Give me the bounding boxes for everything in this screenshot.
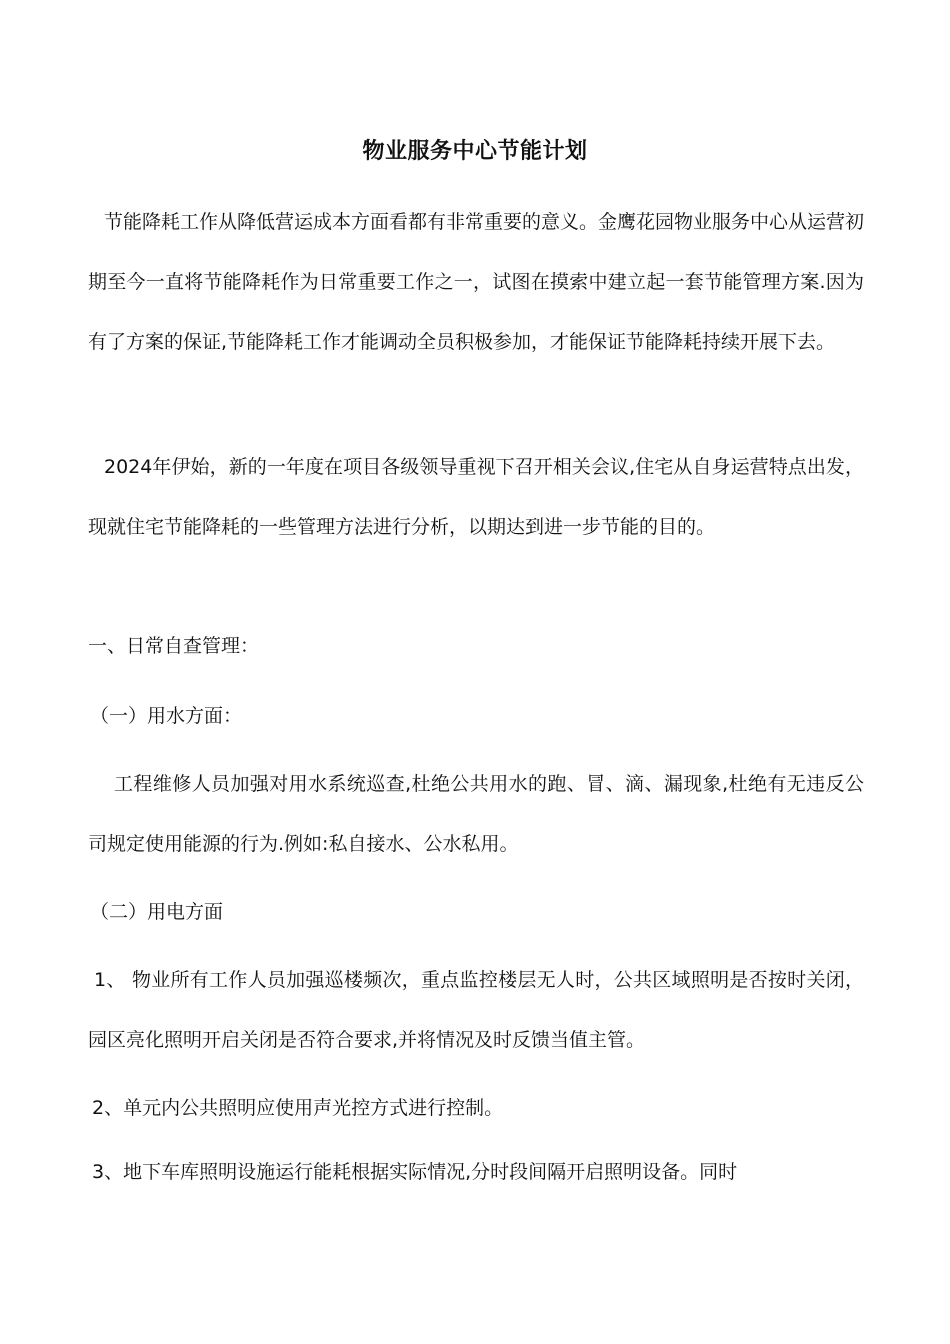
subsection-heading-electricity: （二）用电方面 — [90, 901, 224, 923]
context-paragraph: 2024年伊始，新的一年度在项目各级领导重视下召开相关会议,住宅从自身运营特点出发，现就住宅节能降耗的一些管理方法进行分析，以期达到进一步节能的目的。 — [88, 456, 864, 538]
section-heading-daily-inspection: 一、日常自查管理： — [88, 635, 260, 657]
electricity-item-3: 3、地下车库照明设施运行能耗根据实际情况,分时段间隔开启照明设备。同时 — [92, 1161, 738, 1183]
electricity-item-1: 1、 物业所有工作人员加强巡楼频次，重点监控楼层无人时，公共区域照明是否按时关闭，园区亮化照明开启关闭是否符合要求,并将情况及时反馈当值主管。 — [88, 969, 864, 1051]
document-title: 物业服务中心节能计划 — [362, 139, 588, 164]
intro-paragraph: 节能降耗工作从降低营运成本方面看都有非常重要的意义。金鹰花园物业服务中心从运营初期至今一直将节能降耗作为日常重要工作之一，试图在摸索中建立起一套节能管理方案.因为有了方案的保证,节能降耗工作才能调动全员积极参加，才能保证节能降耗持续开展下去。 — [88, 211, 865, 353]
water-paragraph: 工程维修人员加强对用水系统巡查,杜绝公共用水的跑、冒、滴、漏现象,杜绝有无违反公司规定使用能源的行为.例如:私自接水、公水私用。 — [88, 773, 864, 855]
electricity-item-2: 2、单元内公共照明应使用声光控方式进行控制。 — [92, 1097, 504, 1119]
subsection-heading-water: （一）用水方面： — [90, 705, 243, 727]
